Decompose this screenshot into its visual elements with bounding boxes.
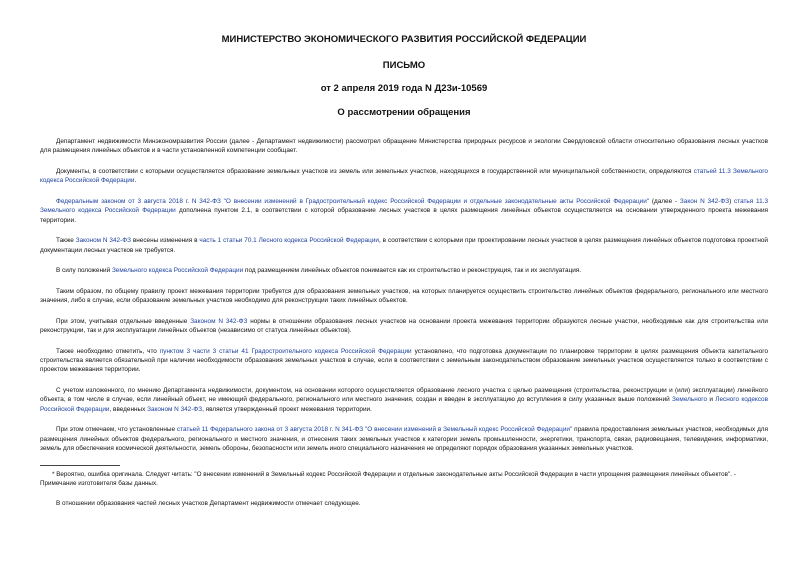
paragraph-2: Документы, в соответствии с которыми осуществляется образование земельных участков из земель или земельных участков, находящихся в государственной или муниципальной собственности, определяются статьей 11.3 Земельного кодекса Российской Федерации. — [40, 167, 768, 185]
link-federal-law-341-article-11[interactable]: статьей 11 Федерального закона от 3 августа 2018 г. N 341-ФЗ "О внесении изменений в Земельный кодекс Российской Федерации" — [176, 426, 573, 434]
paragraph-9: С учетом изложенного, по мнению Департамента недвижимости, документом, на основании которого осуществляется образование лесного участка с целью размещения (строительства, реконструкции и (или) эксплуатации) линейного объекта, в том числе в случае, если линейный объект, не имеющий федерального, регионального или местного значения, создан и введен в эксплуатацию до вступления в силу указанных выше положений Земельного и Лесного кодексов Российской Федерации, введенных Законом N 342-ФЗ, является утвержденный проект межевания территории. — [40, 387, 768, 413]
footnote-divider — [40, 465, 120, 466]
link-urban-code-article-41[interactable]: пунктом 3 части 3 статьи 41 Градостроительного кодекса Российской Федерации — [159, 347, 412, 355]
link-forest-codes[interactable]: Лесного кодексов Российской Федерации — [40, 396, 768, 413]
link-law-342[interactable]: Законом N 342-ФЗ — [190, 317, 248, 325]
link-law-342[interactable]: Законом N 342-ФЗ — [147, 405, 203, 413]
paragraph-8: Также необходимо отметить, что пунктом 3 части 3 статьи 41 Градостроительного кодекса Российской Федерации установлено, что подготовка документации по планировке территории в целях размещения объекта капитального строительства является обязательной при наличии необходимости образования земельных участков в случае, если в соответствии с земельным законодательством образование земельных участков осуществляется только в соответствии с проектом межевания территории. — [40, 347, 769, 374]
link-land-code[interactable]: Земельного кодекса Российской Федерации — [111, 267, 244, 275]
paragraph-7: При этом, учитывая отдельные введенные Законом N 342-ФЗ нормы в отношении образования лесных участков на основании проекта межевания территории образуются лесные участки, необходимые как для строительства или реконструкции, так и для эксплуатации линейных объектов (независимо от статуса линейных объектов). — [40, 317, 768, 335]
document-type: ПИСЬМО — [382, 60, 426, 71]
paragraph-11: В отношении образования частей лесных участков Департамент недвижимости отмечает следующее. — [56, 500, 361, 508]
paragraph-4: Также Законом N 342-ФЗ внесены изменения в часть 1 статьи 70.1 Лесного кодекса Российской Федерации, в соответствии с которыми при проектировании лесных участков в целях размещения линейных объектов подготовка проектной документации лесных участков не требуется. — [40, 237, 769, 254]
paragraph-5: В силу положений Земельного кодекса Российской Федерации под размещением линейных объектов понимается как их строительство и реконструкция, так и их эксплуатация. — [56, 267, 582, 275]
link-law-342[interactable]: Закон N 342-ФЗ — [679, 197, 730, 205]
ministry-heading: МИНИСТЕРСТВО ЭКОНОМИЧЕСКОГО РАЗВИТИЯ РОССИЙСКОЙ ФЕДЕРАЦИИ — [221, 34, 587, 45]
document-subject: О рассмотрении обращения — [337, 107, 471, 118]
link-federal-law-342[interactable]: Федеральным законом от 3 августа 2018 г. N 342-ФЗ "О внесении изменений в Градостроительный кодекс Российской Федерации и отдельные законодательные акты Российской Федерации" — [56, 197, 650, 205]
paragraph-3: Федеральным законом от 3 августа 2018 г. N 342-ФЗ "О внесении изменений в Градостроительный кодекс Российской Федерации и отдельные законодательные акты Российской Федерации" (далее - Закон N 342-ФЗ) статья 11.3 Земельного кодекса Российской Федерации дополнена пунктом 2.1, в соответствии с которой образование лесных участков в целях размещения линейных объектов осуществляется на основании утвержденного проекта межевания территории. — [40, 197, 769, 224]
link-land-code-article-11-3[interactable]: статьей 11.3 Земельного кодекса Российской Федерации — [40, 167, 768, 185]
footnote: * Вероятно, ошибка оригинала. Следует читать: "О внесении изменений в Земельный кодекс Российской Федерации и отдельные законодательные акты Российской Федерации в части упрощения размещения линейных объектов". - Примечание изготовителя базы данных. — [40, 470, 736, 488]
paragraph-10: При этом отмечаем, что установленные статьей 11 Федерального закона от 3 августа 2018 г. N 341-ФЗ "О внесении изменений в Земельный кодекс Российской Федерации" правила предоставления земельных участков, необходимых для размещения линейных объектов федерального, регионального и местного значения, и отнесения таких земельных участков к категории земель промышленности, энергетики, транспорта, связи, радиовещания, телевидения, информатики, земель для обеспечения космической деятельности, земель обороны, безопасности или земель иного специального назначения не определяют порядок образования указанных земельных участков. — [40, 426, 768, 453]
paragraph-1: Департамент недвижимости Минэкономразвития России (далее - Департамент недвижимости) рассмотрел обращение Министерства природных ресурсов и экологии Свердловской области относительно образования лесных участков для размещения линейных объектов и в части установленной компетенции сообщает. — [40, 138, 768, 155]
document-page — [40, 34, 768, 509]
paragraph-6: Таким образом, по общему правилу проект межевания территории требуется для образования земельных участков, на которых планируется осуществить строительство линейных объектов федерального, регионального или местного значения, либо в случае, если образование земельных участков необходимо для реконструкции таких линейных объектов. — [40, 287, 768, 305]
document-date-number: от 2 апреля 2019 года N Д23и-10569 — [320, 83, 488, 94]
link-law-342[interactable]: Законом N 342-ФЗ — [75, 237, 131, 245]
link-land-code-short[interactable]: Земельного — [672, 396, 708, 404]
link-land-code-article-11-3[interactable]: статья 11.3 Земельного кодекса Российской Федерации — [40, 197, 769, 215]
link-forest-code-article-70-1[interactable]: часть 1 статьи 70.1 Лесного кодекса Российской Федерации — [199, 237, 379, 245]
